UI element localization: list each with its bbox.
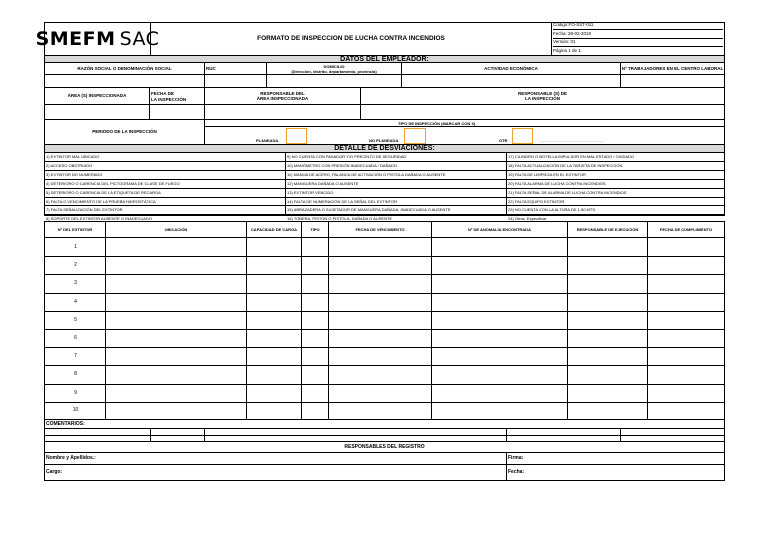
- tipo-label: TIPO DE INSPECCIÓN (MARCAR CON X): [204, 119, 725, 127]
- area-value[interactable]: [44, 104, 150, 120]
- domicilio-subtitle: (Dirección, distrito, departamento, provincia): [291, 68, 377, 74]
- razon-social-value[interactable]: [44, 74, 205, 88]
- deviation-item: 3) EXTINTOR NO NUMERADO: [45, 171, 285, 180]
- table-row-line: [45, 384, 724, 385]
- table-row-line: [45, 256, 724, 257]
- deviation-item: 11) MANIJA DE ACERO, PALANCA DE ACTIVACIÓN O PISTOLA DAÑADA O AUSENTE: [286, 171, 506, 180]
- deviation-item: 24) Otros, Especificar: [508, 216, 547, 222]
- col-header-ubicacion: UBICACIÓN: [106, 222, 247, 238]
- trabajadores-value[interactable]: [620, 74, 725, 88]
- col-header-responsable: RESPONSABLE DE EJECUCIÓN: [568, 222, 648, 238]
- no-planeada-checkbox[interactable]: [404, 128, 426, 144]
- deviation-item: 16) TOBERA, PISTON O PISTOLA, DAÑADA O AUSENTE: [287, 216, 393, 222]
- table-row-line: [45, 402, 724, 403]
- deviation-item: 5) DETERIORO O CARENCIA DE LA ETIQUETA DE RECARGA: [45, 189, 285, 198]
- otr-specify-line[interactable]: …………………………………………: [540, 138, 604, 143]
- domicilio-value[interactable]: [266, 74, 402, 88]
- no-planeada-label: NO PLANEADA: [369, 138, 399, 143]
- col-header-tipo: TIPO: [302, 222, 329, 238]
- deviation-item: 7) FALTA SEÑALIZACIÓN DEL EXTINTOR: [45, 206, 285, 215]
- table-row-number: 2: [74, 262, 77, 269]
- fecha-line2: LA INSPECCIÓN: [151, 96, 187, 102]
- table-row-number: 3: [74, 280, 77, 287]
- comments-label: COMENTARIOS:: [46, 421, 85, 427]
- resp-area-line2: ÁREA INSPECCIONADA: [256, 96, 309, 101]
- company-logo: [35, 22, 160, 56]
- otr-checkbox[interactable]: [512, 128, 533, 144]
- deviation-item: 20) FALTA ALARMA DE LUCHA CONTRA INCENDIOS: [507, 180, 724, 189]
- planeada-checkbox[interactable]: [286, 128, 307, 144]
- doc-page: Página 1 de 1: [553, 47, 581, 53]
- deviation-item: 15) ABRAZADERA O SUJETADOR DE MANGUERA DAÑADA, INADECUADA O AUSENTE: [286, 206, 506, 215]
- deviation-item: 1) EXTINTOR MAL UBICADO: [45, 153, 285, 162]
- table-row-line: [45, 274, 724, 275]
- deviation-item: 23) NO CUENTA CON LA ALTURA DE 1.50 MTS.: [507, 206, 724, 215]
- col-header-anomalia: Nº DE ANOMALÍA ENCONTRADA: [432, 222, 568, 238]
- table-row-number: 7: [74, 353, 77, 360]
- deviation-item: 8) SOPORTE DEL EXTINTOR AUSENTE O INADECUADO: [46, 216, 152, 222]
- company-name: SMEFM: [35, 28, 116, 50]
- nombre-label: Nombre y Apellidos.:: [46, 455, 96, 461]
- extinguisher-table: [44, 221, 725, 420]
- deviation-item: 19) FALTA DE LIMPIEZA EN EL EXTINTOR: [507, 171, 724, 180]
- comments-line: [44, 435, 725, 436]
- comments-divider: [506, 428, 507, 442]
- deviation-item: 21) FALTA SEÑAL DE ALARMA DE LUCHA CONTRA INCENDIOS: [507, 189, 724, 198]
- otr-label: OTR: [499, 138, 508, 143]
- table-row-number: 1: [74, 244, 77, 251]
- deviation-item: 12) MANGUERA DAÑADA O AUSENTE: [286, 180, 506, 189]
- doc-version: Versión: 01: [553, 39, 723, 47]
- area-label: ÁREA (S) INSPECCIONADA: [44, 87, 150, 105]
- deviations-col1: [44, 152, 286, 222]
- table-row-number: 5: [74, 316, 77, 323]
- deviation-item: 22) FALTA EQUIPO EXTINTOR: [507, 198, 724, 207]
- deviation-item: 13) EXTINTOR VENCIDO: [286, 189, 506, 198]
- table-row-line: [45, 347, 724, 348]
- table-row-number: 8: [74, 371, 77, 378]
- resp-area-line1: RESPONSABLE DEL: [260, 90, 305, 96]
- cargo-row: [44, 464, 725, 481]
- deviation-item: 9) NO CUENTA CON PASADOR Y/O PRECINTO DE SEGURIDAD: [286, 153, 506, 162]
- form-title: FORMATO DE INSPECCION DE LUCHA CONTRA INCENDIOS: [150, 22, 552, 56]
- ruc-label: RUC: [204, 62, 267, 75]
- fecha-inspeccion-label: [149, 87, 205, 105]
- resp-insp-label: [360, 87, 725, 105]
- comments-divider: [150, 428, 151, 442]
- fecha-line1: FECHA DE: [151, 91, 174, 96]
- table-row-line: [45, 311, 724, 312]
- company-suffix: SAC: [119, 28, 160, 50]
- periodo-label: PERIODO DE LA INSPECCIÓN: [44, 119, 205, 145]
- domicilio-title: DOMICILIO: [323, 63, 345, 69]
- resp-insp-value[interactable]: [360, 104, 725, 120]
- actividad-value[interactable]: [401, 74, 621, 88]
- planeada-label: PLANEADA: [256, 138, 279, 143]
- cargo-divider: [506, 464, 507, 481]
- table-row-line: [45, 365, 724, 366]
- deviation-item: 6) FALTA O VENCIMIENTO DE LA PRUEBA HIDROSTÁTICA: [45, 198, 285, 207]
- table-row-line: [45, 329, 724, 330]
- deviations-col3: [506, 152, 725, 222]
- employer-banner: DATOS DEL EMPLEADOR:: [44, 55, 725, 63]
- actividad-label: ACTIVIDAD ECONÓMICA: [401, 62, 621, 75]
- table-row-number: 6: [74, 335, 77, 342]
- razon-social-label: RAZÓN SOCIAL O DENOMINACIÓN SOCIAL: [44, 62, 205, 75]
- deviations-col2: [285, 152, 507, 222]
- deviation-item: 4) DETERIORO O CARENCIA DEL PICTOGRAMA DE CLASE DE FUEGO: [45, 180, 285, 189]
- ruc-value[interactable]: [204, 74, 267, 88]
- table-row-number: 10: [72, 407, 79, 414]
- col-header-cumplimiento: FECHA DE CUMPLIMIENTO: [648, 222, 724, 238]
- table-row-number: 4: [74, 298, 77, 305]
- col-header-vencimiento: FECHA DE VENCIMIENTO: [329, 222, 432, 238]
- trabajadores-label: Nº TRABAJADORES EN EL CENTRO LABORAL: [620, 62, 725, 75]
- comments-section[interactable]: [44, 419, 725, 442]
- deviation-item: 18) FALTA ACTUALIZACIÓN DE LA TARJETA DE INSPECCIÓN: [507, 162, 724, 171]
- deviation-item: 14) FALTA DE NUMERACIÓN DE LA SEÑAL DEL EXTINTOR: [286, 198, 506, 207]
- registro-banner: RESPONSABLES DEL REGISTRO: [44, 441, 725, 453]
- resp-insp-line1: RESPONSABLE (S) DE: [517, 90, 567, 96]
- table-row-number: 9: [74, 389, 77, 396]
- cargo-label: Cargo:: [46, 469, 63, 475]
- deviation-item: 2) ACCESO OBSTRUIDO: [45, 162, 285, 171]
- col-header-numero: Nº DEL EXTINTOR: [45, 222, 106, 238]
- resp-area-value[interactable]: [204, 104, 361, 120]
- comments-divider: [204, 428, 205, 442]
- doc-date: Fecha: 28-02-2018: [553, 31, 723, 39]
- comments-divider: [620, 428, 621, 442]
- col-header-capacidad: CAPACIDAD DE CARGA: [247, 222, 302, 238]
- comments-line: [44, 428, 725, 429]
- table-row-line: [45, 293, 724, 294]
- fecha-inspeccion-value[interactable]: [149, 104, 205, 120]
- deviation-item: 10) MANÓMETRO CON PRESIÓN INADECUADA / DAÑADO: [286, 162, 506, 171]
- fecha-label: Fecha:: [508, 469, 525, 475]
- resp-area-label: [204, 87, 361, 105]
- resp-insp-line2: LA INSPECCIÓN: [524, 96, 561, 101]
- deviations-banner: DETALLE DE DESVIACIONES:: [44, 144, 725, 153]
- deviation-item: 17) CILINDRO O BOTELLA IMPULSOR EN MAL ESTADO / OXIDADO: [507, 153, 724, 162]
- doc-code: Código:FO-SST-011: [553, 22, 723, 30]
- firma-label: Firma:: [508, 455, 524, 461]
